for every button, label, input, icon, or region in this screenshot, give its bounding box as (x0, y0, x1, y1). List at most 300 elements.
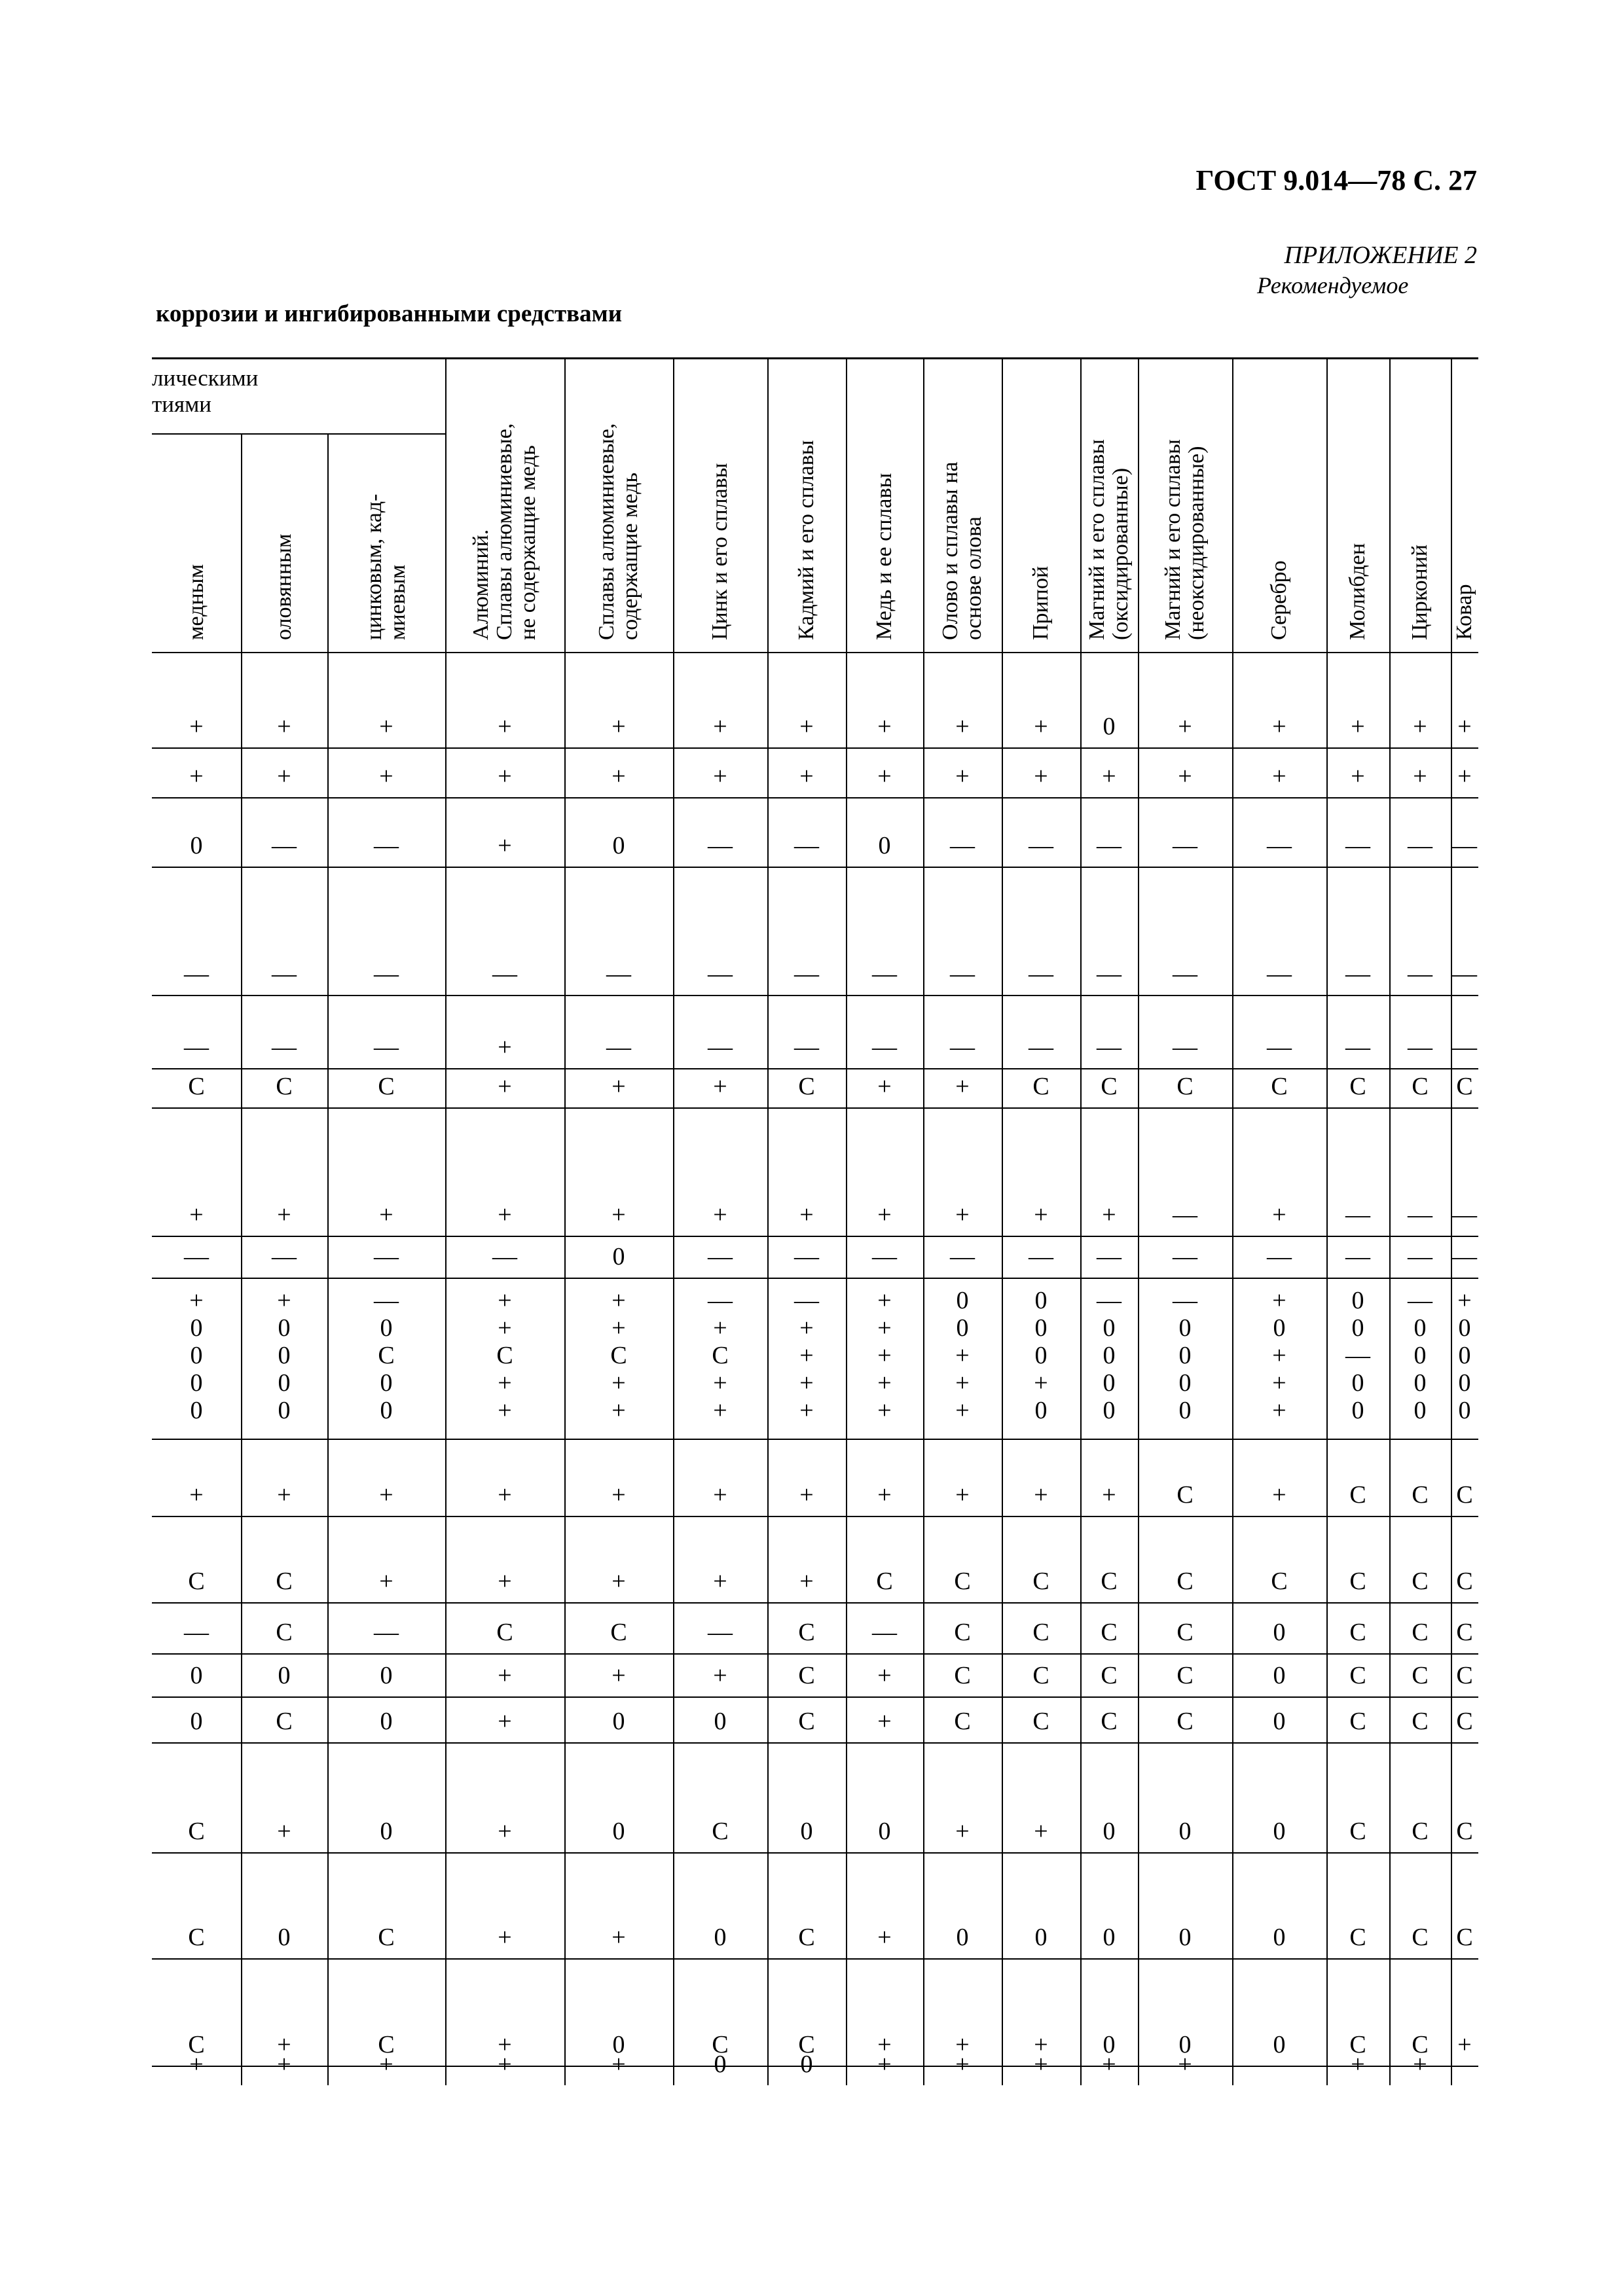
recommended-label: Рекомендуемое (1257, 272, 1409, 298)
column-header: Алюминий. Сплавы алюминиевые, не содержащие медь (469, 423, 540, 640)
column-header: цинковым, кад- миевым (362, 493, 410, 640)
table-cell: — 0 С 0 0 (374, 1287, 399, 1424)
table-cell: С (1349, 1818, 1366, 1845)
table-cell: С (954, 1708, 971, 1735)
table-cell: + (189, 1201, 204, 1229)
table-cell: — (1345, 1243, 1370, 1270)
table-cell: + (1457, 713, 1472, 740)
table-cell: + (1034, 1201, 1048, 1229)
table-cell: С (1412, 1619, 1429, 1646)
table-cell: + (877, 1708, 892, 1735)
table-cell: 0 (800, 1818, 813, 1845)
table-cell: + (611, 1924, 626, 1951)
column-header: медным (184, 564, 208, 640)
table-cell: С (798, 1708, 815, 1735)
table-cell: С (1456, 1568, 1473, 1595)
table-cell: — (1029, 960, 1053, 988)
table-cell: — (1097, 1243, 1122, 1270)
table-cell: С (1349, 2031, 1366, 2058)
column-header: Ковар (1452, 584, 1476, 640)
table-rule (152, 1068, 1478, 1069)
table-cell: С (1456, 1924, 1473, 1951)
table-cell: — (872, 1243, 897, 1270)
table-cell: + (277, 762, 291, 790)
table-cell: + (379, 1568, 393, 1595)
table-cell: — (794, 1033, 819, 1061)
table-rule (152, 995, 1478, 996)
table-cell: С (876, 1568, 893, 1595)
table-cell: + (498, 1201, 512, 1229)
table-cell: — (1345, 1201, 1370, 1229)
table-cell: + (955, 2031, 970, 2058)
table-cell: — (374, 1619, 399, 1646)
table-cell: 0 (1103, 2031, 1116, 2058)
column-header: Припой (1029, 565, 1053, 640)
table-cell: + (955, 2051, 970, 2078)
table-cell: + (277, 2051, 291, 2078)
table-cell: — (374, 1033, 399, 1061)
table-cell: 0 (714, 1924, 727, 1951)
table-rule (152, 747, 1478, 749)
table-rule (152, 1107, 1478, 1109)
column-header: Олово и сплавы на основе олова (938, 461, 986, 640)
table-rule (152, 433, 445, 435)
table-cell: 0 (190, 832, 203, 859)
table-cell: + (955, 1073, 970, 1100)
table-cell: + (498, 1662, 512, 1689)
table-cell: + (189, 1481, 204, 1509)
table-cell: С (798, 1619, 815, 1646)
table-cell: + (277, 1481, 291, 1509)
table-cell: + (877, 2031, 892, 2058)
table-cell: + (498, 1073, 512, 1100)
table-cell: — (708, 1033, 733, 1061)
table-cell: + (379, 762, 393, 790)
group-label: лическими тиями (152, 365, 259, 417)
table-cell: + + С + + (610, 1287, 627, 1424)
table-cell: — (872, 960, 897, 988)
table-cell: С (1412, 1924, 1429, 1951)
table-cell: + (1034, 2051, 1048, 2078)
table-cell: + (1413, 762, 1427, 790)
table-cell: + (1034, 1481, 1048, 1509)
table-cell: С (276, 1568, 293, 1595)
column-header: Магний и его сплавы (неоксидированные) (1161, 439, 1209, 640)
table-cell: + (277, 1818, 291, 1845)
table-cell: 0 (1178, 1924, 1192, 1951)
table-cell: — (492, 1243, 517, 1270)
table-cell: 0 (1273, 1818, 1286, 1845)
table-cell: — (606, 1033, 631, 1061)
table-cell: С (1032, 1662, 1049, 1689)
table-cell: + (611, 713, 626, 740)
table-cell: + (877, 1481, 892, 1509)
table-cell: + (1351, 762, 1365, 790)
table-rule (152, 797, 1478, 798)
table-cell: — (272, 1033, 297, 1061)
table-cell: — (794, 1243, 819, 1270)
table-cell: С (1101, 1073, 1118, 1100)
table-cell: 0 (1034, 1924, 1048, 1951)
table-rule (152, 1958, 1478, 1960)
table-cell: + (498, 1924, 512, 1951)
table-cell: + (799, 713, 814, 740)
table-cell: + (877, 1924, 892, 1951)
table-cell: С (188, 1818, 205, 1845)
table-cell: 0 (190, 1662, 203, 1689)
table-cell: + (277, 713, 291, 740)
table-cell: — 0 0 0 0 (1408, 1287, 1432, 1424)
table-cell: 0 0 0 + 0 (1034, 1287, 1048, 1424)
table-cell: — (1345, 960, 1370, 988)
table-cell: — (794, 960, 819, 988)
table-cell: + (498, 1568, 512, 1595)
table-cell: — + + + + (794, 1287, 819, 1424)
table-cell: С (1101, 1619, 1118, 1646)
table-cell: — (184, 1243, 209, 1270)
table-cell: + (1034, 762, 1048, 790)
table-cell: С (1271, 1073, 1288, 1100)
table-rule (152, 1742, 1478, 1744)
table-cell: — (1452, 1243, 1477, 1270)
table-cell: + (277, 1201, 291, 1229)
table-cell: — (184, 960, 209, 988)
table-cell: + (1272, 713, 1286, 740)
table-rule (152, 1439, 1478, 1440)
table-cell: С (1456, 1708, 1473, 1735)
table-cell: С (1456, 1073, 1473, 1100)
table-cell: 0 (714, 2051, 727, 2078)
table-cell: 0 (190, 1708, 203, 1735)
table-cell: — (1267, 1033, 1292, 1061)
table-cell: — (1452, 960, 1477, 988)
table-cell: С (1101, 1662, 1118, 1689)
table-cell: + (877, 1073, 892, 1100)
table-cell: — (184, 1033, 209, 1061)
table-cell: — (1267, 1243, 1292, 1270)
table-cell: — (272, 832, 297, 859)
table-cell: С (1412, 1481, 1429, 1509)
table-cell: — (374, 832, 399, 859)
table-cell: + (1351, 713, 1365, 740)
table-cell: — (492, 960, 517, 988)
table-cell: — (1408, 1033, 1432, 1061)
table-cell: С (496, 1619, 513, 1646)
table-cell: — (374, 960, 399, 988)
table-cell: + (611, 1662, 626, 1689)
table-rule (152, 1852, 1478, 1854)
table-cell: С (1349, 1924, 1366, 1951)
column-header: Цирконий (1408, 544, 1432, 640)
table-cell: + (713, 1568, 727, 1595)
table-cell: + (1457, 2031, 1472, 2058)
table-cell: С (1412, 2031, 1429, 2058)
table-cell: + (498, 1708, 512, 1735)
table-cell: С (712, 2031, 729, 2058)
table-cell: — (1345, 1033, 1370, 1061)
table-cell: + (1178, 2051, 1192, 2078)
table-cell: С (1101, 1568, 1118, 1595)
table-cell: С (378, 2031, 395, 2058)
table-cell: 0 (612, 2031, 625, 2058)
table-cell: — (1029, 832, 1053, 859)
table-cell: 0 (956, 1924, 969, 1951)
table-cell: + (713, 713, 727, 740)
table-cell: — (1408, 1201, 1432, 1229)
table-cell: 0 (1273, 1619, 1286, 1646)
table-cell: С (1412, 1568, 1429, 1595)
table-cell: + (955, 713, 970, 740)
table-cell: + (713, 762, 727, 790)
table-cell: + 0 + + + (1272, 1287, 1286, 1424)
table-cell: С (1176, 1568, 1194, 1595)
table-cell: — (1029, 1243, 1053, 1270)
table-cell: С (1349, 1568, 1366, 1595)
table-cell: + (1102, 1481, 1116, 1509)
table-cell: С (1349, 1662, 1366, 1689)
table-cell: — (708, 960, 733, 988)
table-cell: + (1272, 1201, 1286, 1229)
table-cell: — (1408, 832, 1432, 859)
table-cell: — (1408, 960, 1432, 988)
table-cell: + (877, 762, 892, 790)
table-cell: 0 (1273, 2031, 1286, 2058)
table-cell: — (872, 1033, 897, 1061)
table-rule (152, 652, 1478, 653)
table-cell: + (611, 1568, 626, 1595)
table-cell: — (1267, 960, 1292, 988)
table-subtitle: коррозии и ингибированными средствами (156, 300, 623, 327)
table-cell: + (611, 762, 626, 790)
table-cell: + (189, 762, 204, 790)
table-cell: С (378, 1073, 395, 1100)
table-cell: С (188, 1568, 205, 1595)
table-cell: + (498, 713, 512, 740)
table-cell: С (1032, 1619, 1049, 1646)
table-cell: 0 (278, 1924, 291, 1951)
table-cell: 0 (1178, 2031, 1192, 2058)
table-cell: 0 (878, 1818, 891, 1845)
table-cell: С (276, 1619, 293, 1646)
table-cell: + (277, 2031, 291, 2058)
table-cell: С (1456, 1619, 1473, 1646)
table-cell: — (1173, 960, 1197, 988)
column-header: Цинк и его сплавы (708, 463, 732, 640)
table-cell: С (798, 2031, 815, 2058)
table-cell: + (1413, 713, 1427, 740)
table-cell: + (189, 2051, 204, 2078)
table-cell: 0 (612, 1818, 625, 1845)
table-cell: С (1101, 1708, 1118, 1735)
table-rule (152, 1516, 1478, 1517)
table-cell: — (272, 960, 297, 988)
table-cell: + (713, 1481, 727, 1509)
table-cell: — (1408, 1243, 1432, 1270)
table-cell: + 0 0 0 0 (189, 1287, 204, 1424)
column-header: Серебро (1267, 560, 1291, 640)
table-cell: + + + + + (877, 1287, 892, 1424)
table-cell: — (1267, 832, 1292, 859)
table-rule (152, 1278, 1478, 1279)
table-cell: 0 (380, 1818, 393, 1845)
table-cell: + (1034, 1818, 1048, 1845)
table-cell: — (950, 1243, 975, 1270)
table-cell: + (379, 2051, 393, 2078)
table-cell: + (955, 1481, 970, 1509)
compatibility-table (152, 357, 1478, 2085)
table-cell: С (188, 2031, 205, 2058)
table-cell: — (1173, 1243, 1197, 1270)
table-cell: С (1176, 1073, 1194, 1100)
table-cell: С (1349, 1481, 1366, 1509)
table-cell: + (877, 1662, 892, 1689)
table-cell: 0 (278, 1662, 291, 1689)
table-rule (152, 1696, 1478, 1698)
table-cell: — (1452, 1201, 1477, 1229)
table-cell: 0 (800, 2051, 813, 2078)
column-header: Медь и ее сплавы (872, 473, 896, 640)
table-cell: — (950, 960, 975, 988)
table-cell: 0 (1178, 1818, 1192, 1845)
table-cell: С (276, 1708, 293, 1735)
table-cell: — (1097, 1033, 1122, 1061)
table-cell: + (1272, 762, 1286, 790)
table-cell: + (379, 1481, 393, 1509)
table-cell: — (1267, 2051, 1292, 2078)
table-cell: С (188, 1924, 205, 1951)
table-cell: — (1452, 1033, 1477, 1061)
table-cell: + + С + + (496, 1287, 513, 1424)
table-cell: С (1032, 1568, 1049, 1595)
table-cell: 0 (714, 1708, 727, 1735)
table-cell: + 0 0 0 0 (277, 1287, 291, 1424)
table-cell: + (498, 2051, 512, 2078)
table-cell: + (713, 1662, 727, 1689)
table-cell: 0 (380, 1662, 393, 1689)
table-cell: — (1097, 960, 1122, 988)
table-cell: + (877, 2051, 892, 2078)
table-cell: + (1034, 713, 1048, 740)
table-cell: С (798, 1662, 815, 1689)
table-cell: С (798, 1073, 815, 1100)
table-cell: + (1178, 713, 1192, 740)
table-cell: — (708, 1243, 733, 1270)
table-cell: + (1102, 2051, 1116, 2078)
column-header: Молибден (1345, 543, 1370, 640)
table-cell: — 0 0 0 0 (1097, 1287, 1122, 1424)
table-cell: + (955, 1201, 970, 1229)
table-cell: С (712, 1818, 729, 1845)
table-cell: С (1412, 1818, 1429, 1845)
table-cell: + (799, 762, 814, 790)
table-cell: + (498, 1481, 512, 1509)
table-cell: + (1457, 762, 1472, 790)
table-cell: 0 (1103, 1818, 1116, 1845)
table-cell: + (379, 713, 393, 740)
table-cell: — (184, 1619, 209, 1646)
table-cell: — (272, 1243, 297, 1270)
table-cell: 0 (380, 1708, 393, 1735)
table-cell: — (950, 832, 975, 859)
table-cell: — 0 0 0 0 (1173, 1287, 1197, 1424)
table-cell: С (1349, 1073, 1366, 1100)
table-cell: 0 (878, 832, 891, 859)
table-cell: С (1176, 1708, 1194, 1735)
table-cell: + (498, 2031, 512, 2058)
table-cell: — (1452, 832, 1477, 859)
column-header: Магний и его сплавы (оксидированные) (1085, 439, 1133, 640)
table-cell: + (611, 1481, 626, 1509)
table-cell: 0 0 — 0 0 (1345, 1287, 1370, 1424)
table-cell: 0 (1103, 713, 1116, 740)
table-cell: + 0 0 0 0 (1457, 1287, 1472, 1424)
table-rule (152, 1653, 1478, 1655)
table-cell: С (188, 1073, 205, 1100)
table-cell: 0 (612, 1708, 625, 1735)
doc-ref: ГОСТ 9.014—78 С. 27 (1195, 164, 1477, 196)
table-cell: 0 0 + + + (955, 1287, 970, 1424)
table-cell: 0 (1103, 1924, 1116, 1951)
table-cell: + (799, 1481, 814, 1509)
table-rule (152, 1602, 1478, 1604)
table-cell: — (708, 1619, 733, 1646)
table-cell: — (1097, 832, 1122, 859)
table-cell: + (713, 1073, 727, 1100)
table-cell: С (1032, 1708, 1049, 1735)
table-cell: 0 (1273, 1924, 1286, 1951)
table-cell: — (872, 1619, 897, 1646)
table-cell: + (189, 713, 204, 740)
table-cell: С (1456, 1481, 1473, 1509)
table-cell: + (877, 1201, 892, 1229)
table-cell: + (713, 1201, 727, 1229)
table-cell: — (1029, 1033, 1053, 1061)
table-cell: + (1178, 762, 1192, 790)
table-cell: С (798, 1924, 815, 1951)
table-cell: С (1412, 1662, 1429, 1689)
column-header: оловянным (272, 533, 296, 640)
column-header: Кадмий и его сплавы (794, 440, 818, 640)
table-cell: — (1173, 1033, 1197, 1061)
table-cell: + (1034, 2031, 1048, 2058)
table-cell: — (606, 960, 631, 988)
table-cell: С (1349, 1619, 1366, 1646)
table-cell: С (1349, 1708, 1366, 1735)
table-cell: — + С + + (708, 1287, 733, 1424)
table-cell: + (379, 1201, 393, 1229)
table-cell: + (1351, 2051, 1365, 2078)
table-cell: + (498, 762, 512, 790)
table-cell: + (498, 1033, 512, 1061)
table-cell: + (1272, 1481, 1286, 1509)
table-cell: С (1176, 1481, 1194, 1509)
table-cell: — (1173, 832, 1197, 859)
table-rule (152, 1236, 1478, 1237)
table-cell: С (1456, 1662, 1473, 1689)
table-cell: — (1452, 2051, 1477, 2078)
table-cell: С (1032, 1073, 1049, 1100)
table-cell: + (1102, 762, 1116, 790)
table-cell: — (708, 832, 733, 859)
table-cell: + (611, 2051, 626, 2078)
table-cell: С (1412, 1073, 1429, 1100)
table-cell: С (1456, 1818, 1473, 1845)
table-cell: — (950, 1033, 975, 1061)
table-cell: + (799, 1201, 814, 1229)
table-cell: С (954, 1568, 971, 1595)
table-cell: 0 (1273, 1708, 1286, 1735)
table-cell: 0 (612, 1243, 625, 1270)
